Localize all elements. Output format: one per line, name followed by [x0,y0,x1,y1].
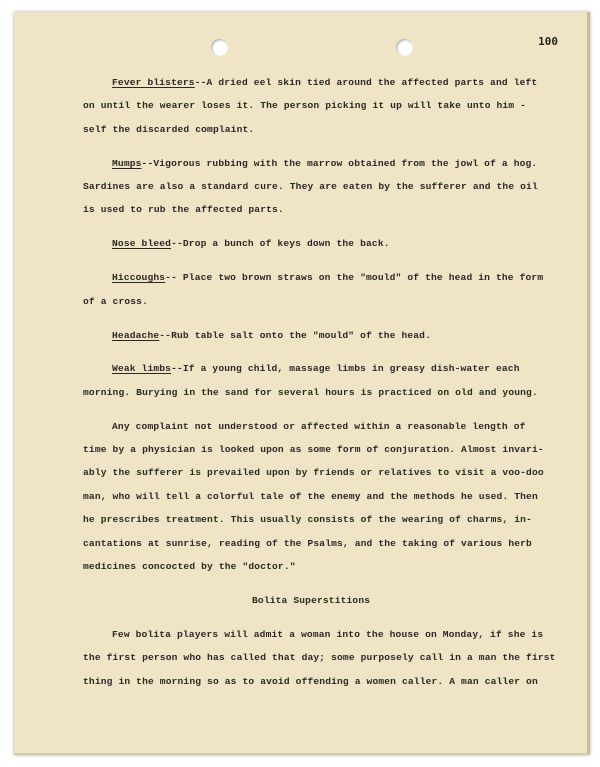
conjuration-paragraph-line: time by a physician is looked upon as some form of conjuration. Almost invari- [83,444,544,456]
page-number: 100 [538,35,558,48]
conjuration-paragraph-line: medicines concocted by the "doctor." [83,561,296,573]
remedy-term: Mumps [112,157,142,169]
remedy-line: self the discarded complaint. [83,123,255,135]
remedy-term: Weak limbs [112,363,172,375]
punch-hole-left [211,39,228,56]
remedy-line: on until the wearer loses it. The person picking it up will take unto him - [83,100,527,112]
conjuration-paragraph-line: he prescribes treatment. This usually consists of the wearing of charms, in- [83,514,532,526]
section-heading: Bolita Superstitions [252,594,371,606]
remedy-hiccoughs-line-1: Hiccoughs-- Place two brown straws on the "mould" of the head in the form [112,272,544,284]
bolita-paragraph-line: thing in the morning so as to avoid offending a women caller. A man caller on [83,675,538,687]
conjuration-paragraph-line: ably the sufferer is prevailed upon by friends or relatives to visit a voo-doo [83,467,544,479]
conjuration-paragraph-line: Any complaint not understood or affected within a reasonable length of [112,420,526,432]
bolita-paragraph-line: Few bolita players will admit a woman into the house on Monday, if she is [112,628,544,640]
typed-text-body [83,71,556,693]
remedy-term: Fever blisters [112,77,195,88]
remedy-line: of a cross. [83,295,148,307]
conjuration-paragraph-line: cantations at sunrise, reading of the Psalms, and the taking of various herb [83,537,532,549]
remedy-mumps-line-1: Mumps--Vigorous rubbing with the marrow obtained from the jowl of a hog. [112,157,538,169]
document-page [14,12,590,755]
bolita-paragraph-line: the first person who has called that day; some purposely call in a man the first [83,652,556,664]
remedy-weak-limbs-line-1: Weak limbs--If a young child, massage limbs in greasy dish-water each [112,363,520,375]
remedy-line: Sardines are also a standard cure. They are eaten by the sufferer and the oil [83,181,538,193]
remedy-term: Nose bleed [112,238,172,250]
remedy-headache-line-1: Headache--Rub table salt onto the "mould" of the head. [112,329,431,341]
remedy-term: Hiccoughs [112,272,166,284]
remedy-nose-bleed-line-1: Nose bleed--Drop a bunch of keys down the back. [112,238,390,250]
conjuration-paragraph-line: man, who will tell a colorful tale of the enemy and the methods he used. Then [83,490,538,502]
remedy-fever-blisters-line-1: Fever blisters--A dried eel skin tied around the affected parts and left [112,77,538,88]
remedy-line: morning. Burying in the sand for several hours is practiced on old and young. [83,386,538,398]
punch-hole-right [396,39,413,56]
remedy-term: Headache [112,329,160,341]
remedy-line: is used to rub the affected parts. [83,204,284,216]
